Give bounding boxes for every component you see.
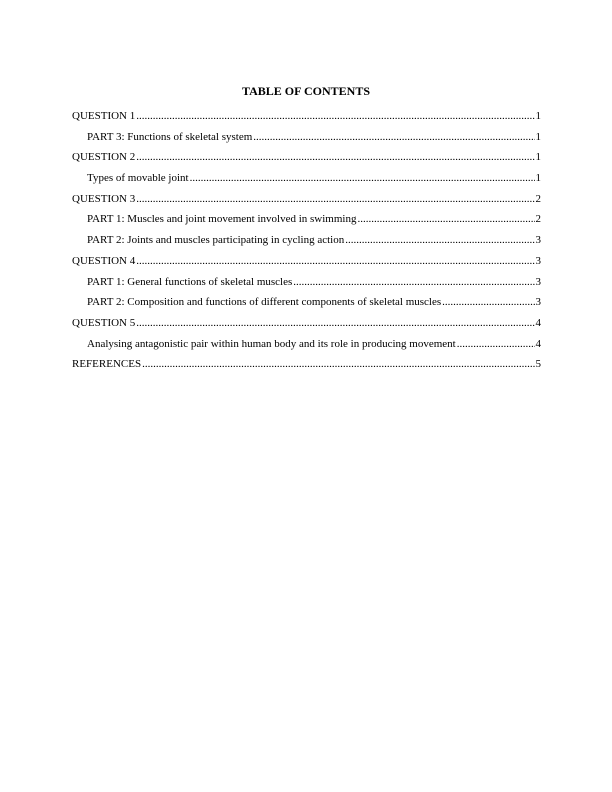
toc-entry-text: QUESTION 5: [72, 316, 136, 329]
toc-leader-dots: [190, 172, 535, 185]
toc-entry-text: QUESTION 1: [72, 110, 136, 122]
toc-entry-text: PART 1: General functions of skeletal muscles: [87, 275, 293, 288]
toc-entry-text: QUESTION 3: [72, 192, 136, 205]
toc-entry-text: REFERENCES: [72, 358, 142, 371]
toc-entry-cycling[interactable]: [72, 234, 541, 255]
toc-page-number: 3: [535, 234, 541, 247]
toc-entry-functions-skeletal-system[interactable]: [72, 131, 541, 152]
toc-page-number: 3: [535, 275, 541, 288]
toc-entry-antagonistic-pair[interactable]: [72, 338, 541, 359]
toc-leader-dots: [442, 296, 534, 309]
toc-entry-text: PART 1: Muscles and joint movement involved in swimming: [87, 213, 357, 226]
toc-page-number: 1: [535, 151, 541, 164]
toc-entry-text: QUESTION 4: [72, 254, 136, 267]
toc-page-number: 3: [535, 254, 541, 267]
toc-page-number: 3: [535, 296, 541, 309]
toc-entry-references[interactable]: [72, 358, 541, 379]
toc-entry-text: PART 3: Functions of skeletal system: [87, 130, 253, 143]
toc-page-number: 1: [535, 130, 541, 143]
toc-leader-dots: [136, 151, 534, 164]
toc-leader-dots: [345, 234, 534, 247]
toc-leader-dots: [142, 358, 534, 371]
toc-entry-general-functions-muscles[interactable]: [72, 276, 541, 297]
toc-leader-dots: [136, 255, 534, 268]
toc-entry-text: Analysing antagonistic pair within human body and its role in producing movement: [87, 337, 456, 350]
toc-entry-text: QUESTION 2: [72, 151, 136, 164]
toc-page-number: 4: [535, 337, 541, 350]
toc-leader-dots: [457, 338, 535, 351]
toc-page-number: 4: [535, 316, 541, 329]
toc-entry-swimming[interactable]: [72, 213, 541, 234]
toc-entry-question-2[interactable]: [72, 151, 541, 172]
toc-leader-dots: [293, 276, 534, 289]
toc-leader-dots: [136, 110, 534, 123]
toc-leader-dots: [136, 193, 534, 206]
toc-list: [72, 110, 541, 379]
toc-entry-text: PART 2: Joints and muscles participating in cycling action: [87, 234, 345, 247]
toc-page-number: 1: [535, 110, 541, 122]
toc-entry-composition-muscles[interactable]: [72, 296, 541, 317]
toc-page-number: 2: [535, 213, 541, 226]
toc-title: TABLE OF CONTENTS: [241, 84, 371, 98]
toc-entry-question-3[interactable]: [72, 193, 541, 214]
toc-leader-dots: [136, 317, 534, 330]
toc-page-number: 2: [535, 192, 541, 205]
toc-entry-types-movable-joint[interactable]: [72, 172, 541, 193]
toc-entry-text: Types of movable joint: [87, 172, 189, 185]
toc-entry-text: PART 2: Composition and functions of different components of skeletal muscles: [87, 296, 442, 309]
toc-page-number: 1: [535, 172, 541, 185]
toc-leader-dots: [357, 213, 534, 226]
toc-page-number: 5: [535, 358, 541, 371]
toc-entry-question-1[interactable]: [72, 110, 541, 131]
toc-entry-question-5[interactable]: [72, 317, 541, 338]
toc-leader-dots: [253, 131, 534, 144]
toc-entry-question-4[interactable]: [72, 255, 541, 276]
